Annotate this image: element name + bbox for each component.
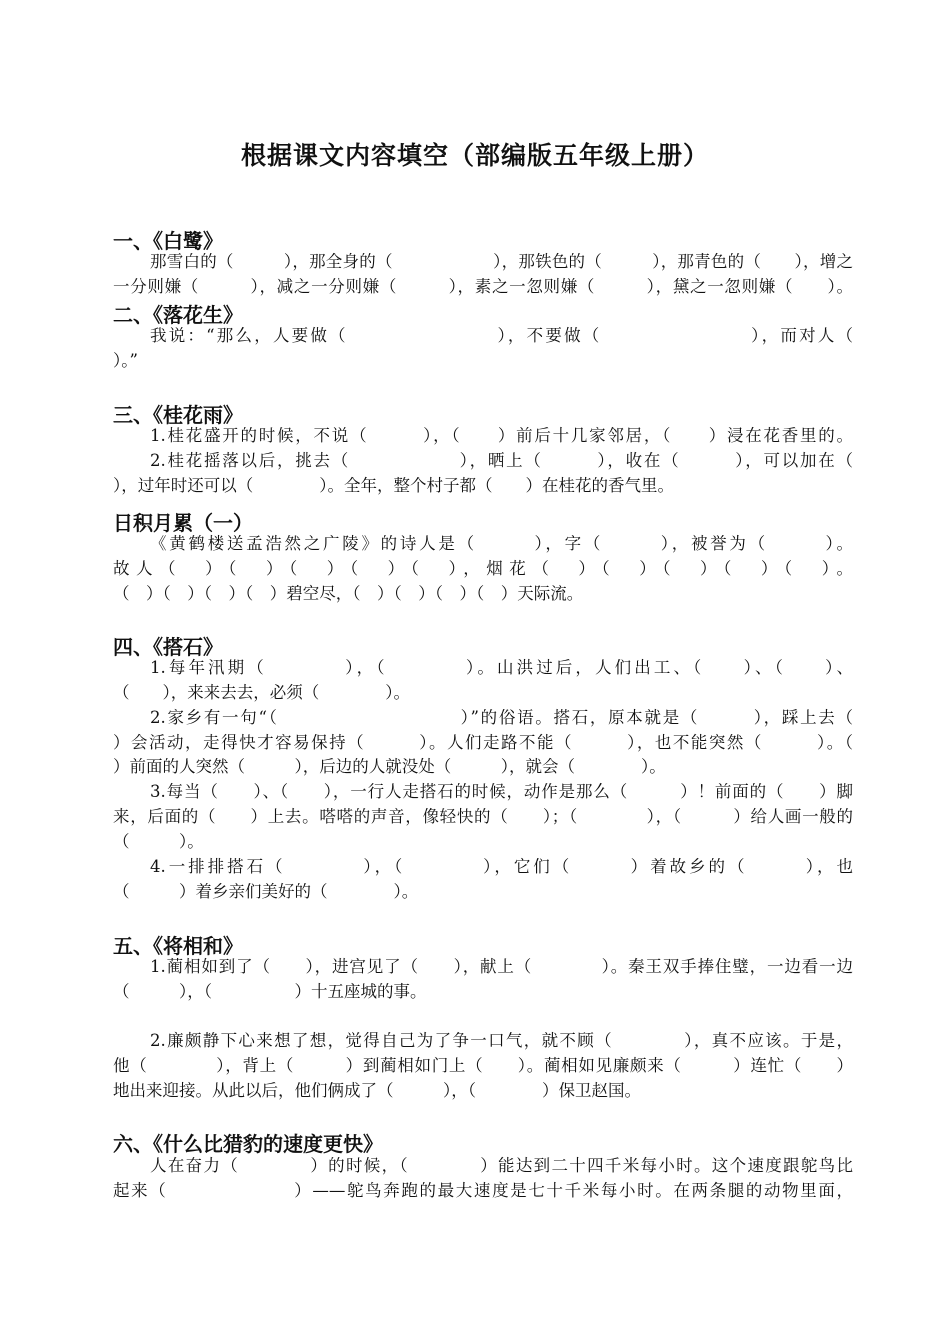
text-line: ）会活动，走得快才容易保持（ ）。人们走路不能（ ），也不能突然（ ）。（ [113,733,853,752]
text-line: 《黄鹤楼送孟浩然之广陵》的诗人是（ ），字（ ），被誉为（ ）。 [150,534,853,553]
section-heading-guihuayu: 三、《桂花雨》 [113,403,243,427]
text-line: 1.桂花盛开的时候，不说（ ），（ ）前后十几家邻居，（ ）浸在花香里的。 [150,426,853,445]
text-line: 来，后面的（ ）上去。嗒嗒的声音，像轻快的（ ）；（ ），（ ）给人画一般的 [113,807,853,826]
text-line: 1.蔺相如到了（ ），进宫见了（ ），献上（ ）。秦王双手捧住璧，一边看一边 [150,957,853,976]
page-title: 根据课文内容填空（部编版五年级上册） [240,141,709,170]
text-line: （ ），来来去去，必须（ ）。 [113,683,410,702]
text-line: 我说：“那么，人要做（ ），不要做（ ），而对人（ [150,326,853,345]
section-heading-liebao: 六、《什么比猎豹的速度更快》 [113,1132,383,1156]
text-line: 4.一排排搭石（ ），（ ），它们（ ）着故乡的（ ），也 [150,857,853,876]
text-line: ）。” [113,351,138,370]
section-heading-rijiyuelei: 日积月累（一） [113,511,253,535]
text-line: 故人（ ）（ ）（ ）（ ）（ ），烟花（ ）（ ）（ ）（ ）（ ）。 [113,559,853,578]
text-line: （ ），（ ）十五座城的事。 [113,982,427,1001]
text-line: 2.廉颇静下心来想了想，觉得自己为了争一口气，就不顾（ ），真不应该。于是， [150,1031,853,1050]
text-line: ）前面的人突然（ ），后边的人就没处（ ），就会（ ）。 [113,757,666,776]
section-heading-bailu: 一、《白鹭》 [113,229,223,253]
text-line: 起来（ ）——鸵鸟奔跑的最大速度是七十千米每小时。在两条腿的动物里面， [113,1181,853,1200]
text-line: （ ）。 [113,832,204,851]
text-line: 2.桂花摇落以后，挑去（ ），晒上（ ），收在（ ），可以加在（ [150,451,853,470]
text-line: ），过年时还可以（ ）。全年，整个村子都（ ）在桂花的香气里。 [113,476,674,495]
text-line: （ ）（ ）（ ）（ ）碧空尽，（ ）（ ）（ ）（ ）天际流。 [113,584,584,603]
text-line: 那雪白的（ ），那全身的（ ），那铁色的（ ），那青色的（ ），增之 [150,252,853,271]
text-line: 3.每当（ ）、（ ），一行人走搭石的时候，动作是那么（ ）！前面的（ ）脚 [150,782,853,801]
text-line: 1.每年汛期（ ），（ ）。山洪过后，人们出工、（ ）、（ ）、 [150,658,853,677]
text-line: 一分则嫌（ ），减之一分则嫌（ ），素之一忽则嫌（ ），黛之一忽则嫌（ ）。 [113,277,853,296]
text-line: 地出来迎接。从此以后，他们俩成了（ ），（ ）保卫赵国。 [113,1081,641,1100]
text-line: 人在奋力（ ）的时候，（ ）能达到二十四千米每小时。这个速度跟鸵鸟比 [150,1156,853,1175]
section-heading-luohuasheng: 二、《落花生》 [113,303,243,327]
text-line: 2.家乡有一句“（ ）”的俗语。搭石，原本就是（ ），踩上去（ [150,708,853,727]
text-line: （ ）着乡亲们美好的（ ）。 [113,882,419,901]
text-line: 他（ ），背上（ ）到蔺相如门上（ ）。蔺相如见廉颇来（ ）连忙（ ） [113,1056,853,1075]
section-heading-jiangxianghe: 五、《将相和》 [113,934,243,958]
section-heading-dashi: 四、《搭石》 [113,635,223,659]
